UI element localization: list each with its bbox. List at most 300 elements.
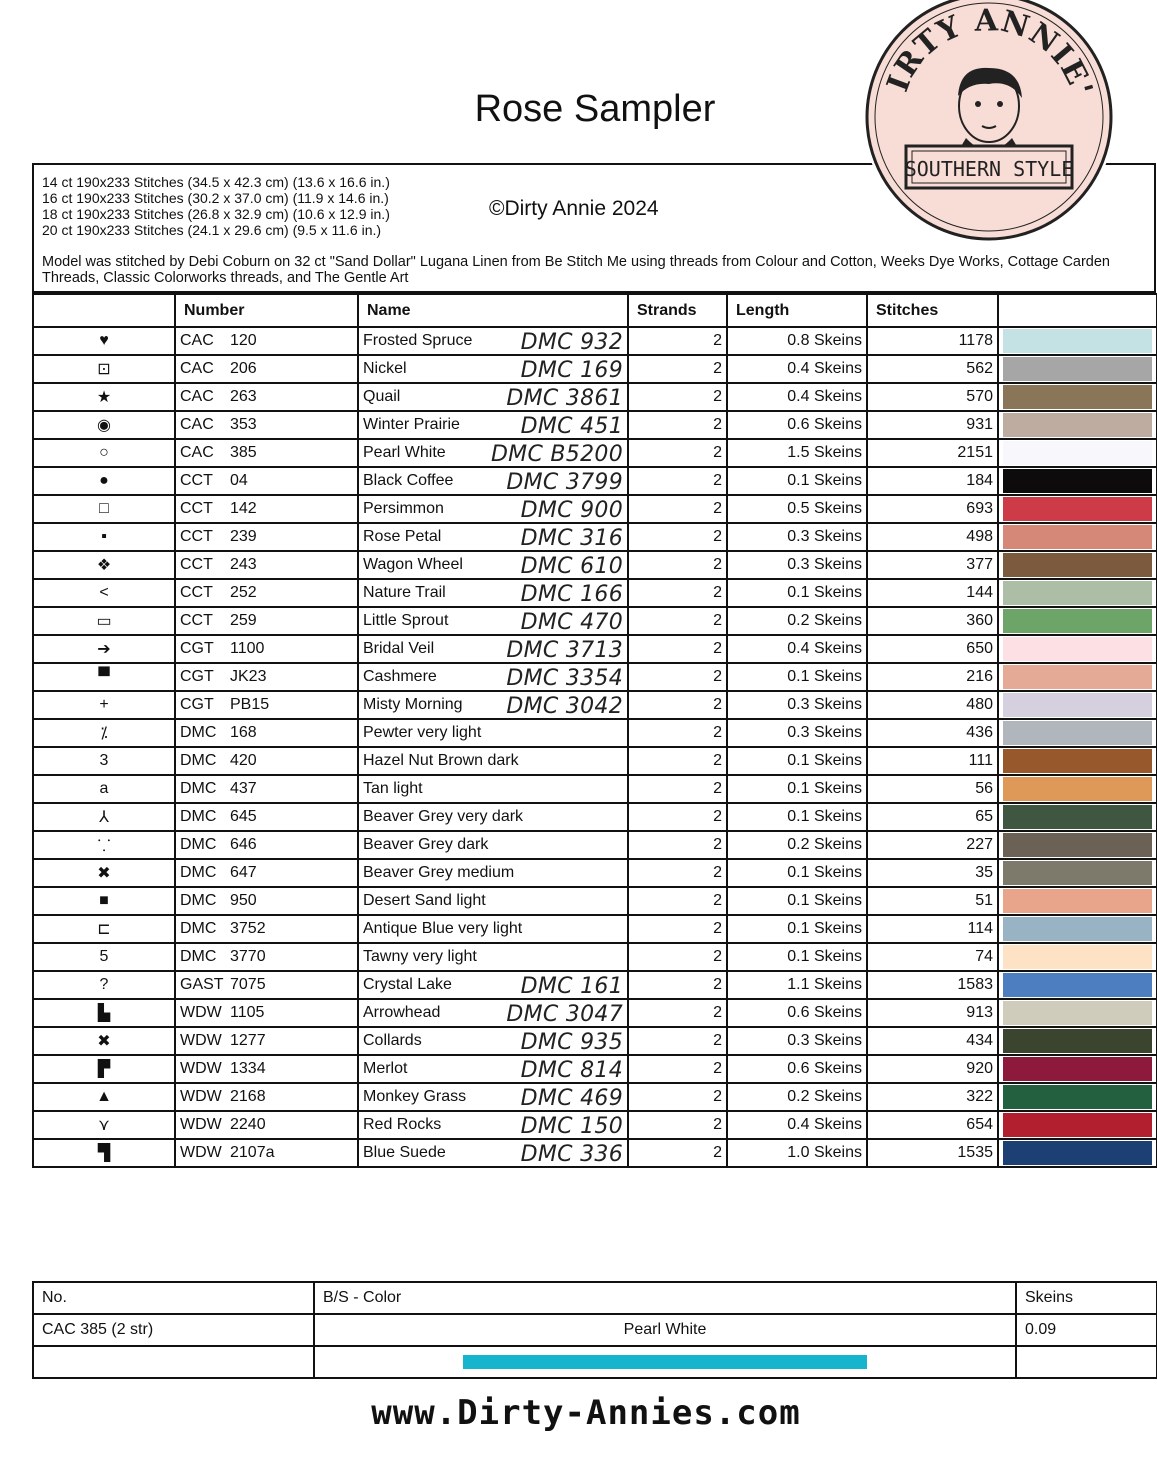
color-swatch bbox=[1003, 917, 1152, 941]
table-row bbox=[33, 691, 1157, 719]
thread-code: 243 bbox=[230, 556, 257, 573]
thread-name: Hazel Nut Brown dark bbox=[363, 752, 519, 769]
stitches: 913 bbox=[867, 999, 998, 1027]
thread-name: Winter Prairie bbox=[363, 416, 460, 433]
length: 0.3 Skeins bbox=[727, 719, 867, 747]
length: 0.1 Skeins bbox=[727, 803, 867, 831]
chart-symbol: ○ bbox=[33, 439, 175, 467]
length: 0.4 Skeins bbox=[727, 1111, 867, 1139]
length: 1.5 Skeins bbox=[727, 439, 867, 467]
chart-symbol: + bbox=[33, 691, 175, 719]
thread-name-cell bbox=[358, 607, 628, 635]
thread-number bbox=[175, 1055, 358, 1083]
color-swatch-cell bbox=[998, 1139, 1157, 1167]
length: 0.4 Skeins bbox=[727, 635, 867, 663]
thread-code: 1334 bbox=[230, 1060, 266, 1077]
thread-code: 646 bbox=[230, 836, 257, 853]
dmc-equivalent: DMC 3861 bbox=[506, 386, 623, 411]
thread-brand: CGT bbox=[180, 640, 214, 657]
chart-symbol: ⅄ bbox=[33, 803, 175, 831]
thread-name: Bridal Veil bbox=[363, 640, 435, 657]
stitches: 1583 bbox=[867, 971, 998, 999]
length: 0.6 Skeins bbox=[727, 1055, 867, 1083]
dmc-equivalent: DMC 900 bbox=[520, 498, 623, 523]
color-swatch bbox=[1003, 1029, 1152, 1053]
thread-name: Beaver Grey very dark bbox=[363, 808, 524, 825]
copyright: ©Dirty Annie 2024 bbox=[489, 197, 659, 220]
table-row bbox=[33, 355, 1157, 383]
thread-number bbox=[175, 971, 358, 999]
dmc-equivalent: DMC 3713 bbox=[506, 638, 623, 663]
thread-brand: WDW bbox=[180, 1116, 222, 1133]
thread-name: Nature Trail bbox=[363, 584, 446, 601]
stitches: 654 bbox=[867, 1111, 998, 1139]
thread-code: 420 bbox=[230, 752, 257, 769]
thread-name-cell bbox=[358, 495, 628, 523]
thread-number bbox=[175, 719, 358, 747]
table-row bbox=[33, 803, 1157, 831]
length: 0.8 Skeins bbox=[727, 327, 867, 355]
dmc-equivalent: DMC 336 bbox=[520, 1142, 623, 1167]
thread-name: Misty Morning bbox=[363, 696, 463, 713]
thread-brand: CCT bbox=[180, 500, 213, 517]
chart-symbol: ▛ bbox=[33, 1055, 175, 1083]
strands: 2 bbox=[628, 579, 727, 607]
thread-brand: DMC bbox=[180, 724, 217, 741]
stitches: 1535 bbox=[867, 1139, 998, 1167]
color-swatch-cell bbox=[998, 1083, 1157, 1111]
stitches: 480 bbox=[867, 691, 998, 719]
table-row bbox=[33, 607, 1157, 635]
dmc-equivalent: DMC 150 bbox=[520, 1114, 623, 1139]
thread-name-cell bbox=[358, 1055, 628, 1083]
size-line: 14 ct 190x233 Stitches (34.5 x 42.3 cm) (13.6 x 16.6 in.) bbox=[42, 174, 390, 190]
thread-code: 3752 bbox=[230, 920, 266, 937]
strands: 2 bbox=[628, 971, 727, 999]
strands: 2 bbox=[628, 355, 727, 383]
strands: 2 bbox=[628, 523, 727, 551]
thread-name-cell bbox=[358, 439, 628, 467]
chart-symbol: ◉ bbox=[33, 411, 175, 439]
size-list bbox=[42, 174, 390, 238]
thread-name-cell bbox=[358, 1083, 628, 1111]
chart-symbol: ♥ bbox=[33, 327, 175, 355]
chart-symbol: ⋎ bbox=[33, 1111, 175, 1139]
color-swatch-cell bbox=[998, 327, 1157, 355]
thread-code: 04 bbox=[230, 472, 248, 489]
color-swatch bbox=[1003, 861, 1152, 885]
thread-name: Beaver Grey dark bbox=[363, 836, 489, 853]
color-swatch bbox=[1003, 609, 1152, 633]
stitches: 184 bbox=[867, 467, 998, 495]
dmc-equivalent: DMC 451 bbox=[520, 414, 623, 439]
table-row bbox=[33, 327, 1157, 355]
stitches: 1178 bbox=[867, 327, 998, 355]
thread-name: Quail bbox=[363, 388, 401, 405]
thread-name-cell bbox=[358, 1139, 628, 1167]
thread-brand: CAC bbox=[180, 444, 214, 461]
thread-name: Tawny very light bbox=[363, 948, 477, 965]
strands: 2 bbox=[628, 943, 727, 971]
dmc-equivalent: DMC 935 bbox=[520, 1030, 623, 1055]
dmc-equivalent: DMC B5200 bbox=[490, 442, 623, 467]
thread-brand: WDW bbox=[180, 1032, 222, 1049]
stitches: 693 bbox=[867, 495, 998, 523]
dmc-equivalent: DMC 932 bbox=[520, 330, 623, 355]
thread-brand: DMC bbox=[180, 864, 217, 881]
thread-brand: CCT bbox=[180, 528, 213, 545]
thread-number bbox=[175, 1027, 358, 1055]
thread-brand: DMC bbox=[180, 948, 217, 965]
color-swatch bbox=[1003, 1057, 1152, 1081]
strands: 2 bbox=[628, 887, 727, 915]
length: 0.1 Skeins bbox=[727, 579, 867, 607]
color-swatch-cell bbox=[998, 495, 1157, 523]
stitches: 377 bbox=[867, 551, 998, 579]
length: 0.2 Skeins bbox=[727, 831, 867, 859]
header-strands: Strands bbox=[628, 294, 727, 327]
bs-empty bbox=[1016, 1346, 1157, 1378]
stitches: 144 bbox=[867, 579, 998, 607]
thread-number bbox=[175, 663, 358, 691]
strands: 2 bbox=[628, 719, 727, 747]
chart-symbol: ▀ bbox=[33, 663, 175, 691]
stitches: 322 bbox=[867, 1083, 998, 1111]
strands: 2 bbox=[628, 1139, 727, 1167]
color-swatch-cell bbox=[998, 663, 1157, 691]
dmc-equivalent: DMC 3354 bbox=[506, 666, 623, 691]
strands: 2 bbox=[628, 327, 727, 355]
thread-name-cell bbox=[358, 999, 628, 1027]
color-swatch-cell bbox=[998, 943, 1157, 971]
color-swatch-cell bbox=[998, 383, 1157, 411]
color-swatch bbox=[1003, 469, 1152, 493]
color-swatch bbox=[1003, 581, 1152, 605]
chart-symbol: 5 bbox=[33, 943, 175, 971]
thread-code: PB15 bbox=[230, 696, 270, 713]
thread-code: 353 bbox=[230, 416, 257, 433]
thread-name-cell bbox=[358, 859, 628, 887]
thread-brand: CAC bbox=[180, 332, 214, 349]
thread-number bbox=[175, 383, 358, 411]
thread-name-cell bbox=[358, 943, 628, 971]
table-row bbox=[33, 719, 1157, 747]
color-swatch bbox=[1003, 777, 1152, 801]
length: 0.5 Skeins bbox=[727, 495, 867, 523]
thread-code: 950 bbox=[230, 892, 257, 909]
dmc-equivalent: DMC 316 bbox=[520, 526, 623, 551]
color-swatch bbox=[1003, 805, 1152, 829]
strands: 2 bbox=[628, 691, 727, 719]
thread-number bbox=[175, 775, 358, 803]
thread-code: 168 bbox=[230, 724, 257, 741]
thread-number bbox=[175, 887, 358, 915]
header-color bbox=[998, 294, 1157, 327]
thread-code: 2107a bbox=[230, 1144, 275, 1161]
stitches: 111 bbox=[867, 747, 998, 775]
color-swatch bbox=[1003, 385, 1152, 409]
chart-symbol: < bbox=[33, 579, 175, 607]
thread-name-cell bbox=[358, 1111, 628, 1139]
color-swatch bbox=[1003, 637, 1152, 661]
thread-name: Tan light bbox=[363, 780, 423, 797]
thread-code: 437 bbox=[230, 780, 257, 797]
thread-number bbox=[175, 439, 358, 467]
thread-number bbox=[175, 1083, 358, 1111]
website-footer: www.Dirty-Annies.com bbox=[371, 1393, 801, 1433]
color-swatch-cell bbox=[998, 747, 1157, 775]
strands: 2 bbox=[628, 1083, 727, 1111]
dmc-equivalent: DMC 814 bbox=[520, 1058, 623, 1083]
color-swatch bbox=[1003, 665, 1152, 689]
thread-number bbox=[175, 327, 358, 355]
thread-code: 239 bbox=[230, 528, 257, 545]
chart-symbol: ➔ bbox=[33, 635, 175, 663]
table-row bbox=[33, 635, 1157, 663]
length: 0.1 Skeins bbox=[727, 775, 867, 803]
strands: 2 bbox=[628, 663, 727, 691]
thread-number bbox=[175, 635, 358, 663]
length: 0.1 Skeins bbox=[727, 943, 867, 971]
thread-code: 259 bbox=[230, 612, 257, 629]
thread-brand: DMC bbox=[180, 808, 217, 825]
logo-banner-text: SOUTHERN STYLE bbox=[904, 157, 1074, 181]
thread-code: 2240 bbox=[230, 1116, 266, 1133]
thread-brand: CCT bbox=[180, 472, 213, 489]
thread-brand: CGT bbox=[180, 696, 214, 713]
thread-name: Rose Petal bbox=[363, 528, 442, 545]
thread-code: 645 bbox=[230, 808, 257, 825]
color-swatch bbox=[1003, 1001, 1152, 1025]
thread-brand: CCT bbox=[180, 584, 213, 601]
color-swatch-cell bbox=[998, 1111, 1157, 1139]
thread-number bbox=[175, 495, 358, 523]
thread-name: Crystal Lake bbox=[363, 976, 452, 993]
thread-code: 142 bbox=[230, 500, 257, 517]
stitches: 2151 bbox=[867, 439, 998, 467]
stitches: 920 bbox=[867, 1055, 998, 1083]
stitches: 56 bbox=[867, 775, 998, 803]
thread-number bbox=[175, 355, 358, 383]
color-swatch-cell bbox=[998, 439, 1157, 467]
thread-name: Antique Blue very light bbox=[363, 920, 523, 937]
thread-code: 1100 bbox=[230, 640, 265, 657]
color-swatch-cell bbox=[998, 523, 1157, 551]
thread-name: Wagon Wheel bbox=[363, 556, 463, 573]
chart-symbol: ⊡ bbox=[33, 355, 175, 383]
length: 0.1 Skeins bbox=[727, 859, 867, 887]
dmc-equivalent: DMC 470 bbox=[520, 610, 623, 635]
thread-code: 120 bbox=[230, 332, 257, 349]
strands: 2 bbox=[628, 607, 727, 635]
thread-name: Merlot bbox=[363, 1060, 408, 1077]
thread-name-cell bbox=[358, 411, 628, 439]
color-swatch bbox=[1003, 721, 1152, 745]
table-row bbox=[33, 1083, 1157, 1111]
color-swatch-cell bbox=[998, 831, 1157, 859]
table-header bbox=[33, 294, 1157, 327]
thread-number bbox=[175, 831, 358, 859]
thread-brand: WDW bbox=[180, 1004, 222, 1021]
length: 0.3 Skeins bbox=[727, 523, 867, 551]
thread-name: Collards bbox=[363, 1032, 422, 1049]
thread-code: JK23 bbox=[230, 668, 267, 685]
model-note: Model was stitched by Debi Coburn on 32 ct "Sand Dollar" Lugana Linen from Be Stitch Me using threads from Colour and Cotton, Weeks Dye Works, Cottage Carden Threads, Classic Colorworks threads, and The Gentle Art bbox=[42, 254, 1110, 286]
chart-symbol: □ bbox=[33, 495, 175, 523]
color-swatch-cell bbox=[998, 859, 1157, 887]
thread-name: Nickel bbox=[363, 360, 407, 377]
strands: 2 bbox=[628, 859, 727, 887]
header-name: Name bbox=[358, 294, 628, 327]
thread-brand: DMC bbox=[180, 752, 217, 769]
backstitch-table bbox=[32, 1281, 1157, 1379]
stitches: 216 bbox=[867, 663, 998, 691]
thread-name: Black Coffee bbox=[363, 472, 454, 489]
strands: 2 bbox=[628, 915, 727, 943]
table-row bbox=[33, 411, 1157, 439]
stitches: 650 bbox=[867, 635, 998, 663]
bs-skeins: 0.09 bbox=[1016, 1314, 1157, 1346]
dmc-equivalent: DMC 3042 bbox=[506, 694, 623, 719]
table-row bbox=[33, 747, 1157, 775]
table-row bbox=[33, 383, 1157, 411]
strands: 2 bbox=[628, 439, 727, 467]
chart-symbol: a bbox=[33, 775, 175, 803]
table-row bbox=[33, 999, 1157, 1027]
thread-code: 7075 bbox=[230, 976, 266, 993]
stitches: 227 bbox=[867, 831, 998, 859]
color-swatch-cell bbox=[998, 355, 1157, 383]
thread-number bbox=[175, 523, 358, 551]
thread-number bbox=[175, 551, 358, 579]
table-row bbox=[33, 915, 1157, 943]
thread-code: 263 bbox=[230, 388, 257, 405]
thread-name-cell bbox=[358, 467, 628, 495]
thread-name-cell bbox=[358, 803, 628, 831]
table-row bbox=[33, 663, 1157, 691]
table-row bbox=[33, 887, 1157, 915]
bs-color: Pearl White bbox=[314, 1314, 1016, 1346]
stitches: 65 bbox=[867, 803, 998, 831]
chart-symbol: ⁒ bbox=[33, 719, 175, 747]
length: 0.1 Skeins bbox=[727, 663, 867, 691]
color-swatch bbox=[1003, 357, 1152, 381]
strands: 2 bbox=[628, 383, 727, 411]
thread-name: Desert Sand light bbox=[363, 892, 486, 909]
table-row bbox=[33, 943, 1157, 971]
thread-name: Little Sprout bbox=[363, 612, 449, 629]
thread-number bbox=[175, 579, 358, 607]
length: 0.1 Skeins bbox=[727, 915, 867, 943]
color-swatch bbox=[1003, 749, 1152, 773]
thread-name: Arrowhead bbox=[363, 1004, 441, 1021]
thread-number bbox=[175, 1139, 358, 1167]
color-swatch bbox=[1003, 497, 1152, 521]
strands: 2 bbox=[628, 831, 727, 859]
thread-name: Cashmere bbox=[363, 668, 437, 685]
thread-brand: CAC bbox=[180, 360, 214, 377]
thread-number bbox=[175, 1111, 358, 1139]
thread-name-cell bbox=[358, 1027, 628, 1055]
chart-symbol: ● bbox=[33, 467, 175, 495]
color-swatch bbox=[1003, 413, 1152, 437]
table-row bbox=[33, 1055, 1157, 1083]
svg-text:DIRTY ANNIE'S: IRTY ANNIE' bbox=[880, 3, 1100, 100]
color-swatch-cell bbox=[998, 719, 1157, 747]
table-row bbox=[33, 1027, 1157, 1055]
color-swatch-cell bbox=[998, 411, 1157, 439]
thread-name-cell bbox=[358, 383, 628, 411]
header-symbol bbox=[33, 294, 175, 327]
bs-header-skeins: Skeins bbox=[1016, 1282, 1157, 1314]
thread-number bbox=[175, 747, 358, 775]
length: 0.1 Skeins bbox=[727, 747, 867, 775]
stitches: 51 bbox=[867, 887, 998, 915]
thread-name-cell bbox=[358, 747, 628, 775]
table-row bbox=[33, 1111, 1157, 1139]
stitches: 434 bbox=[867, 1027, 998, 1055]
table-row bbox=[33, 1139, 1157, 1167]
strands: 2 bbox=[628, 411, 727, 439]
chart-symbol: ? bbox=[33, 971, 175, 999]
dmc-equivalent: DMC 469 bbox=[520, 1086, 623, 1111]
thread-number bbox=[175, 943, 358, 971]
color-swatch-cell bbox=[998, 607, 1157, 635]
table-row bbox=[33, 439, 1157, 467]
page-title: Rose Sampler bbox=[474, 88, 716, 130]
thread-name-cell bbox=[358, 887, 628, 915]
table-row bbox=[33, 775, 1157, 803]
dmc-equivalent: DMC 3799 bbox=[506, 470, 623, 495]
thread-brand: WDW bbox=[180, 1060, 222, 1077]
color-swatch-cell bbox=[998, 579, 1157, 607]
stitches: 931 bbox=[867, 411, 998, 439]
color-swatch-cell bbox=[998, 1027, 1157, 1055]
color-swatch-cell bbox=[998, 999, 1157, 1027]
thread-name-cell bbox=[358, 831, 628, 859]
thread-name: Frosted Spruce bbox=[363, 332, 473, 349]
color-swatch-cell bbox=[998, 551, 1157, 579]
stitches: 74 bbox=[867, 943, 998, 971]
strands: 2 bbox=[628, 747, 727, 775]
color-swatch-cell bbox=[998, 691, 1157, 719]
table-row bbox=[33, 495, 1157, 523]
thread-number bbox=[175, 607, 358, 635]
backstitch-line-swatch bbox=[463, 1355, 867, 1369]
color-swatch-cell bbox=[998, 467, 1157, 495]
length: 0.4 Skeins bbox=[727, 355, 867, 383]
dmc-equivalent: DMC 610 bbox=[520, 554, 623, 579]
table-row bbox=[33, 467, 1157, 495]
thread-name-cell bbox=[358, 523, 628, 551]
strands: 2 bbox=[628, 635, 727, 663]
strands: 2 bbox=[628, 467, 727, 495]
size-line: 18 ct 190x233 Stitches (26.8 x 32.9 cm) (10.6 x 12.9 in.) bbox=[42, 206, 390, 222]
thread-name-cell bbox=[358, 579, 628, 607]
length: 0.4 Skeins bbox=[727, 383, 867, 411]
length: 0.1 Skeins bbox=[727, 887, 867, 915]
size-line: 20 ct 190x233 Stitches (24.1 x 29.6 cm) (9.5 x 11.6 in.) bbox=[42, 222, 382, 238]
stitches: 35 bbox=[867, 859, 998, 887]
bs-empty bbox=[33, 1346, 314, 1378]
thread-code: 3770 bbox=[230, 948, 266, 965]
strands: 2 bbox=[628, 1027, 727, 1055]
thread-brand: DMC bbox=[180, 780, 217, 797]
length: 1.1 Skeins bbox=[727, 971, 867, 999]
chart-symbol: 3 bbox=[33, 747, 175, 775]
chart-symbol: ★ bbox=[33, 383, 175, 411]
color-swatch-cell bbox=[998, 971, 1157, 999]
